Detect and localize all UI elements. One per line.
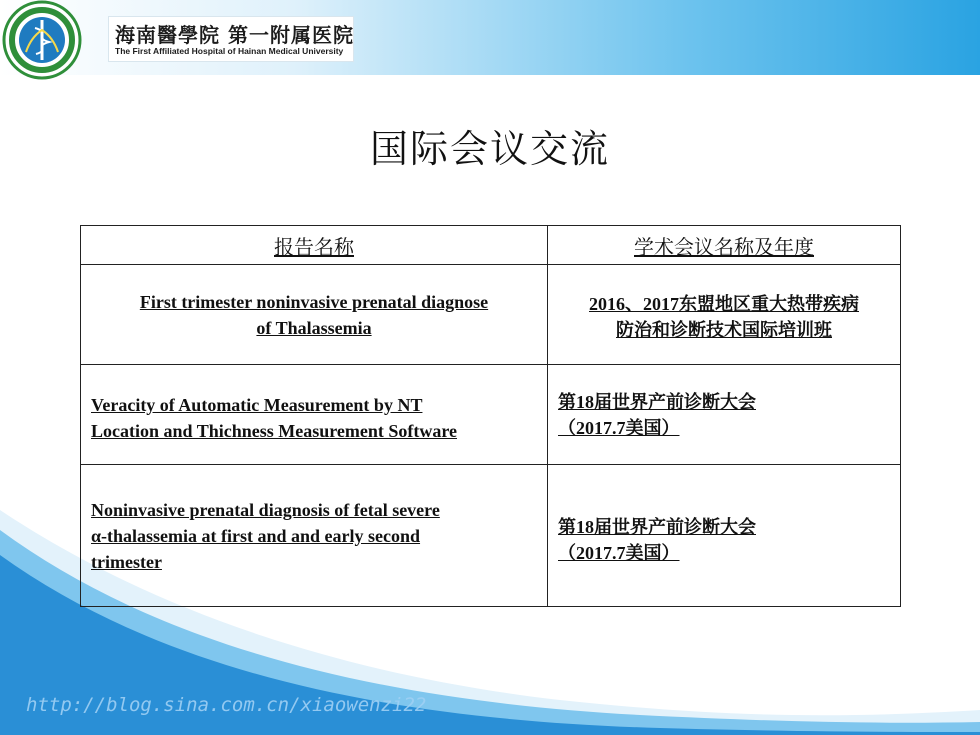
report-line: trimester — [91, 551, 162, 572]
header-report-name: 报告名称 — [81, 226, 548, 265]
table-header-row — [81, 226, 901, 265]
hospital-name-en: The First Affiliated Hospital of Hainan Medical University — [115, 46, 344, 56]
hospital-name-cn: 海南醫學院 第一附属医院 — [115, 23, 354, 47]
report-line: Noninvasive prenatal diagnosis of fetal severe — [91, 499, 440, 520]
report-line: First trimester noninvasive prenatal diagnose — [139, 291, 489, 312]
header-conference-name: 学术会议名称及年度 — [548, 226, 901, 265]
conference-line: （2017.7美国） — [558, 543, 680, 563]
watermark-url: http://blog.sina.com.cn/xiaowenzi22 — [26, 694, 427, 716]
conference-line: （2017.7美国） — [558, 417, 680, 438]
conference-cell — [548, 265, 901, 365]
conference-line: 第18届世界产前诊断大会 — [558, 391, 756, 412]
report-cell — [81, 365, 548, 465]
table-row — [81, 465, 901, 607]
conference-table — [80, 225, 901, 607]
report-line: α-thalassemia at first and and early second — [91, 525, 421, 546]
table-row — [81, 365, 901, 465]
slide-title: 国际会议交流 — [369, 127, 610, 171]
conference-line: 第18届世界产前诊断大会 — [558, 517, 756, 537]
report-line: of Thalassemia — [256, 317, 372, 338]
report-cell — [81, 465, 548, 607]
report-line: Location and Thichness Measurement Software — [91, 421, 458, 441]
conference-line: 2016、2017东盟地区重大热带疾病 — [589, 294, 859, 314]
report-line: Veracity of Automatic Measurement by NT — [91, 395, 423, 415]
conference-cell — [548, 465, 901, 607]
conference-cell — [548, 365, 901, 465]
conference-line: 防治和诊断技术国际培训班 — [616, 320, 832, 340]
hospital-name-box — [108, 16, 354, 62]
table-row — [81, 265, 901, 365]
report-cell — [81, 265, 548, 365]
hospital-logo — [0, 0, 86, 80]
